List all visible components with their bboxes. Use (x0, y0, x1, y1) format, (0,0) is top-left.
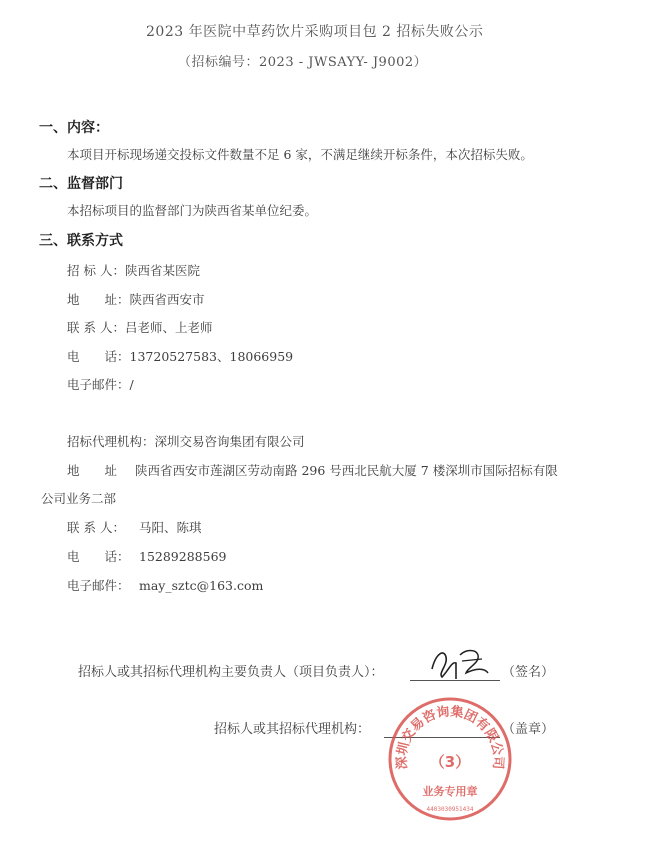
agency-name-value: 深圳交易咨询集团有限公司 (154, 434, 305, 449)
agency-address-value-line1: 陕西省西安市莲湖区劳动南路 296 号西北民航大厦 7 楼深圳市国际招标有限 (135, 463, 558, 478)
tenderer-row (67, 261, 200, 279)
agency-phone-value: 15289288569 (139, 549, 227, 564)
tenderer-person-value: 吕老师、上老师 (124, 320, 213, 335)
document-title: 2023 年医院中草药饮片采购项目包 2 招标失败公示 (146, 24, 484, 40)
tenderer-address-value: 陕西省西安市 (129, 292, 205, 307)
responsible-label: 招标人或其招标代理机构主要负责人（项目负责人）： (78, 665, 384, 680)
seal-number: （3） (429, 753, 471, 771)
tenderer-value: 陕西省某医院 (124, 263, 200, 278)
agency-address-label: 地 址 (67, 463, 118, 478)
agency-email-row (67, 576, 263, 594)
company-seal-stamp (386, 695, 514, 823)
section-heading-contact: 三、联系方式 (39, 233, 123, 249)
seal-purpose: 业务专用章 (422, 785, 478, 798)
agency-person-label: 联 系 人： (67, 520, 125, 535)
agency-email-label: 电子邮件： (67, 578, 130, 593)
seal-note: （盖章） (502, 722, 555, 737)
agency-email-value: may_sztc@163.com (139, 578, 264, 593)
tenderer-address-label: 地 址： (67, 292, 130, 307)
agency-address-row (67, 461, 558, 479)
agency-name-label: 招标代理机构： (67, 434, 155, 449)
agency-seal-label: 招标人或其招标代理机构： (214, 722, 371, 737)
agency-person-row (67, 518, 202, 536)
tender-number: （招标编号：2023 - JWSAYY- J9002） (178, 55, 428, 70)
tenderer-phone-row (67, 347, 293, 365)
agency-address-line2: 公司业务二部 (41, 491, 117, 506)
handwritten-signature (426, 643, 494, 683)
agency-phone-row (67, 547, 226, 565)
sign-note: （签名） (502, 665, 555, 680)
tenderer-person-label: 联 系 人： (67, 320, 125, 335)
tenderer-person-row (67, 318, 212, 336)
tenderer-address-row (67, 290, 205, 308)
agency-person-value: 马阳、陈琪 (139, 520, 202, 535)
seal-code: 4403030951434 (426, 806, 474, 813)
seal-ring-text: 深圳交易咨询集团有限公司 (394, 704, 506, 770)
section-text-supervision: 本招标项目的监督部门为陕西省某单位纪委。 (67, 203, 318, 218)
tenderer-email-label: 电子邮件： (67, 377, 130, 392)
tenderer-email-row (67, 375, 134, 393)
section-heading-content: 一、内容： (39, 120, 109, 136)
agency-name-row (67, 432, 305, 450)
tenderer-label: 招 标 人： (67, 263, 125, 278)
agency-phone-label: 电 话： (67, 549, 130, 564)
tenderer-email-value: / (129, 377, 134, 392)
tenderer-phone-value: 13720527583、18066959 (129, 349, 294, 364)
section-text-content: 本项目开标现场递交投标文件数量不足 6 家，不满足继续开标条件，本次招标失败。 (67, 147, 533, 162)
tenderer-phone-label: 电 话： (67, 349, 130, 364)
section-heading-supervision: 二、监督部门 (39, 176, 123, 192)
